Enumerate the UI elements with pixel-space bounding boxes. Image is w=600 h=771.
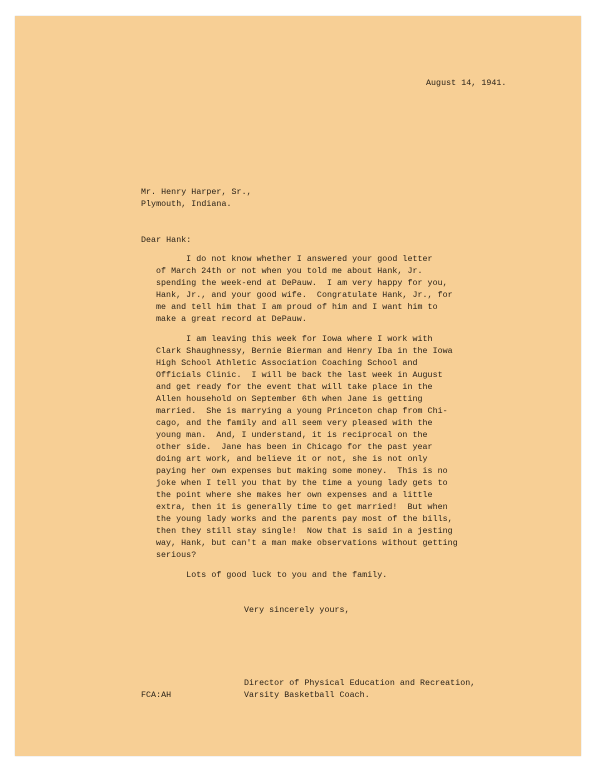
paragraph-line: and get ready for the event that will take place in the [156,383,433,392]
signature-title-1: Director of Physical Education and Recreation, [244,679,476,688]
signature-title-2: Varsity Basketball Coach. [244,691,370,700]
recipient-city: Plymouth, Indiana. [141,200,232,209]
letter-paper [15,16,581,756]
recipient-name: Mr. Henry Harper, Sr., [141,188,252,197]
paragraph-line: Allen household on September 6th when Jane is getting [156,395,423,404]
paragraph-line: extra, then it is generally time to get married! But when [156,503,448,512]
paragraph-line: joke when I tell you that by the time a young lady gets to [156,479,448,488]
paragraph-line: other side. Jane has been in Chicago for the past year [156,443,433,452]
paragraph-line: Clark Shaughnessy, Bernie Bierman and Henry Iba in the Iowa [156,347,453,356]
paragraph-line: paying her own expenses but making some money. This is no [156,467,448,476]
paragraph-line: of March 24th or not when you told me about Hank, Jr. [156,267,423,276]
paragraph-line: me and tell him that I am proud of him and I want him to [156,303,438,312]
paragraph-line: I do not know whether I answered your good letter [156,255,433,264]
paragraph-line: way, Hank, but can't a man make observations without getting [156,539,458,548]
paragraph-line: doing art work, and believe it or not, she is not only [156,455,428,464]
paragraph-line: I am leaving this week for Iowa where I work with [156,335,433,344]
paragraph-line: spending the week-end at DePauw. I am very happy for you, [156,279,448,288]
paragraph-line: make a great record at DePauw. [156,315,307,324]
paragraph-line: the young lady works and the parents pay most of the bills, [156,515,453,524]
paragraph-line: then they still stay single! Now that is said in a jesting [156,527,453,536]
initials: FCA:AH [141,691,172,700]
paragraph-line: High School Athletic Association Coaching School and [156,359,418,368]
paragraph-line: cago, and the family and all seem very pleased with the [156,419,433,428]
paragraph-3: Lots of good luck to you and the family. [156,571,388,580]
letter-date: August 14, 1941. [426,79,507,88]
paragraph-line: the point where she makes her own expenses and a little [156,491,433,500]
paragraph-line: Hank, Jr., and your good wife. Congratulate Hank, Jr., for [156,291,453,300]
closing: Very sincerely yours, [244,606,350,615]
paragraph-line: serious? [156,551,197,560]
paragraph-line: young man. And, I understand, it is reciprocal on the [156,431,428,440]
salutation: Dear Hank: [141,236,192,245]
paragraph-line: Officials Clinic. I will be back the last week in August [156,371,443,380]
paragraph-line: married. She is marrying a young Princeton chap from Chi- [156,407,448,416]
